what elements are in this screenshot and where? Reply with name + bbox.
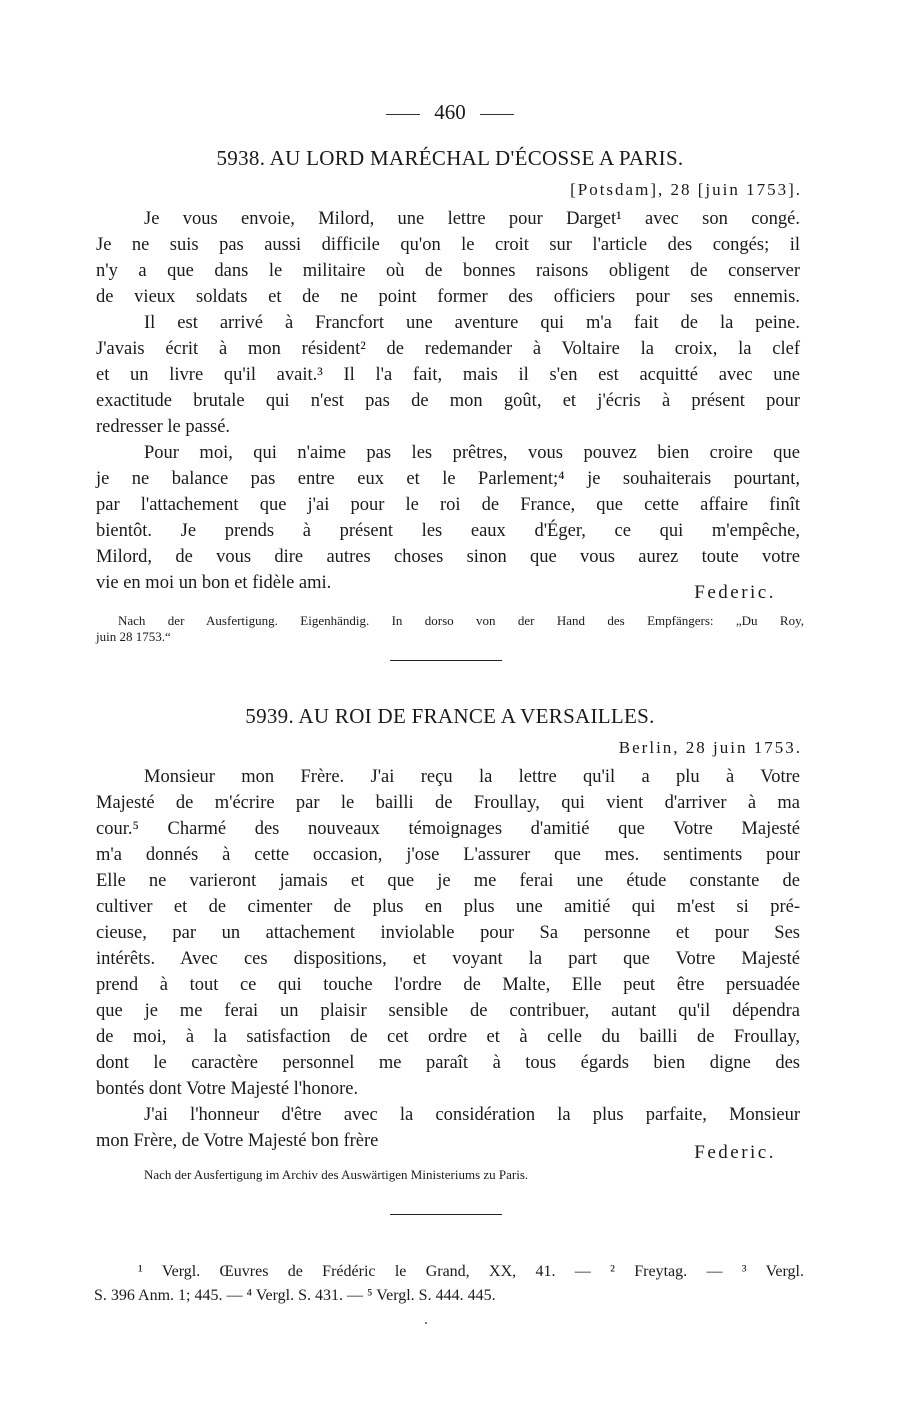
footnote-divider: [390, 1214, 502, 1215]
letter-5938-line: Je ne suis pas aussi difficile qu'on le croit sur l'article des congés; il: [96, 235, 800, 255]
letter-5939-line: mon Frère, de Votre Majesté bon frère: [96, 1131, 379, 1151]
letter-5938-source-note: Nach der Ausfertigung. Eigenhändig. In dorso von der Hand des Empfängers: „Du Roy,: [118, 613, 804, 628]
page-number: 460: [434, 100, 466, 124]
footnote-line: ¹ Vergl. Œuvres de Frédéric le Grand, XX, 41. — ² Freytag. — ³ Vergl.: [138, 1263, 804, 1280]
letter-5938-line: J'avais écrit à mon résident² de redemander à Voltaire la croix, la clef: [96, 339, 800, 359]
letter-5939-source-note: Nach der Ausfertigung im Archiv des Auswärtigen Ministeriums zu Paris.: [144, 1167, 529, 1182]
letter-5939-place-date: Berlin, 28 juin 1753.: [618, 738, 802, 757]
left-dash: [386, 114, 420, 115]
letter-5938-line: par l'attachement que j'ai pour le roi de France, que cette affaire finît: [96, 495, 800, 515]
letter-5939-line: de moi, à la satisfaction de cet ordre et à celle du bailli de Froullay,: [96, 1027, 800, 1047]
letter-5939-line: prend à tout ce qui touche l'ordre de Malte, Elle peut être persuadée: [96, 975, 800, 995]
letter-5939-line: Elle ne varieront jamais et que je me ferai une étude constante de: [96, 871, 800, 891]
letter-5939-line: dont le caractère personnel me paraît à tous égards bien digne des: [96, 1053, 800, 1073]
letter-5938-line: n'y a que dans le militaire où de bonnes raisons obligent de conserver: [96, 261, 800, 281]
letter-5938-line: redresser le passé.: [96, 417, 231, 437]
letter-5939-heading: 5939. AU ROI DE FRANCE A VERSAILLES.: [245, 704, 655, 728]
letter-5938-heading: 5938. AU LORD MARÉCHAL D'ÉCOSSE A PARIS.: [216, 146, 684, 170]
letter-5938-line: Milord, de vous dire autres choses sinon que vous aurez toute votre: [96, 547, 800, 567]
letter-5938-place-date: [Potsdam], 28 [juin 1753].: [570, 180, 802, 199]
section-divider: [390, 660, 502, 661]
letter-5939-line: m'a donnés à cette occasion, j'ose L'assurer que mes. sentiments pour: [96, 845, 800, 865]
letter-5939-line: J'ai l'honneur d'être avec la considération la plus parfaite, Monsieur: [144, 1105, 800, 1125]
right-dash: [480, 114, 514, 115]
letter-5938-line: Il est arrivé à Francfort une aventure qui m'a fait de la peine.: [144, 313, 800, 333]
letter-5939-line: cieuse, par un attachement inviolable pour Sa personne et pour Ses: [96, 923, 800, 943]
letter-5939-line: Monsieur mon Frère. J'ai reçu la lettre qu'il a plu à Votre: [144, 767, 800, 787]
letter-5938-line: et un livre qu'il avait.³ Il l'a fait, mais il s'en est acquitté avec une: [96, 365, 800, 385]
letter-5938-line: Je vous envoie, Milord, une lettre pour Darget¹ avec son congé.: [144, 209, 800, 229]
letter-5938-line: je ne balance pas entre eux et le Parlement;⁴ je souhaiterais pourtant,: [96, 469, 800, 489]
letter-5939-line: bontés dont Votre Majesté l'honore.: [96, 1079, 359, 1099]
letter-5938-line: bientôt. Je prends à présent les eaux d'Éger, ce qui m'empêche,: [96, 521, 800, 541]
letter-5939-signature: Federic.: [694, 1142, 776, 1163]
letter-5939-line: Majesté de m'écrire par le bailli de Froullay, qui vient d'arriver à ma: [96, 793, 800, 813]
letter-5938-line: exactitude brutale qui n'est pas de mon goût, et j'écris à présent pour: [96, 391, 800, 411]
letter-5939-line: cour.⁵ Charmé des nouveaux témoignages d'amitié que Votre Majesté: [96, 819, 800, 839]
letter-5938-line: de vieux soldats et de ne point former des officiers pour ses ennemis.: [96, 287, 800, 307]
letter-5939-line: que je me ferai un plaisir sensible de contribuer, autant qu'il dépendra: [96, 1001, 800, 1021]
letter-5938-line: Pour moi, qui n'aime pas les prêtres, vous pouvez bien croire que: [144, 443, 800, 463]
letter-5938-signature: Federic.: [694, 582, 776, 603]
printer-mark: [425, 1322, 427, 1324]
letter-5939-line: intérêts. Avec ces dispositions, et voyant la part que Votre Majesté: [96, 949, 800, 969]
letter-5938-line: vie en moi un bon et fidèle ami.: [96, 573, 332, 593]
page-number-line: [0, 100, 900, 125]
letter-5939-line: cultiver et de cimenter de plus en plus une amitié qui m'est si pré-: [96, 897, 800, 917]
letter-5938-source-note-cont: juin 28 1753.“: [96, 629, 171, 644]
footnote-line: S. 396 Anm. 1; 445. — ⁴ Vergl. S. 431. — ⁵ Vergl. S. 444. 445.: [94, 1287, 496, 1304]
